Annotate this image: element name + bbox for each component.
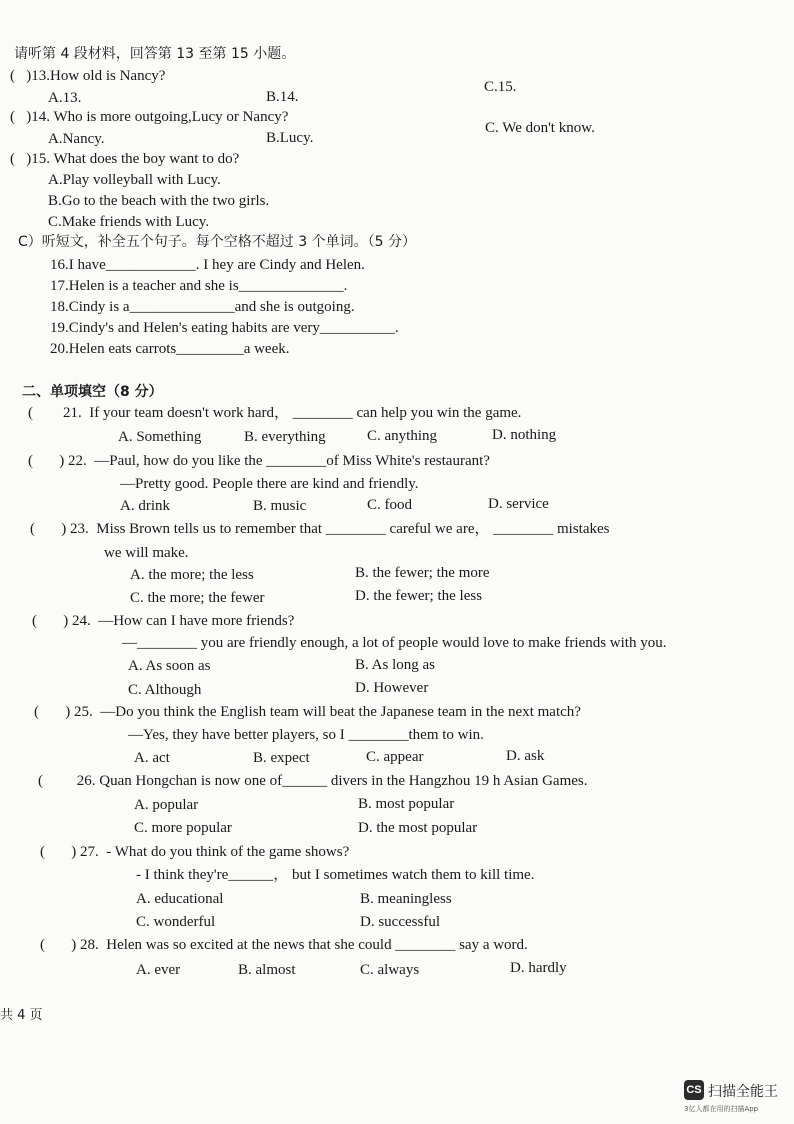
instruction-section-c: C）听短文，补全五个句子。每个空格不超过 3 个单词。（5 分） [18, 234, 416, 250]
fill-item-19: 19.Cindy's and Helen's eating habits are very__________. [50, 320, 399, 336]
question-24-option-a: A. As soon as [128, 658, 211, 674]
camscanner-logo-icon: CS [684, 1080, 704, 1100]
question-26-option-a: A. popular [134, 797, 199, 813]
question-24-line-1: ( ) 24. —How can I have more friends? [32, 613, 295, 629]
scanner-watermark [684, 1080, 794, 1120]
question-23-line-2: we will make. [104, 545, 189, 561]
question-25-option-a: A. act [134, 750, 170, 766]
question-25-option-d: D. ask [506, 748, 545, 764]
question-26-line-1: ( 26. Quan Hongchan is now one of______ divers in the Hangzhou 19 h Asian Games. [38, 773, 588, 789]
question-21-option-b: B. everything [244, 429, 326, 445]
question-26-option-d: D. the most popular [358, 820, 478, 836]
question-23-line-1: ( ) 23. Miss Brown tells us to remember that ________ careful we are， ________ mistakes [30, 521, 610, 537]
question-27-option-a: A. educational [136, 891, 224, 907]
question-22-line-1: ( ) 22. —Paul, how do you like the ________of Miss White's restaurant? [28, 453, 490, 469]
question-14-option-c: C. We don't know. [485, 120, 595, 136]
question-27-option-c: C. wonderful [136, 914, 216, 930]
question-26-option-c: C. more popular [134, 820, 232, 836]
watermark-app-name: 扫描全能王 [708, 1084, 778, 1100]
question-14-stem: ( )14. Who is more outgoing,Lucy or Nancy? [10, 109, 289, 125]
question-23-option-d: D. the fewer; the less [355, 588, 483, 604]
question-24-option-c: C. Although [128, 682, 202, 698]
question-25-line-2: —Yes, they have better players, so I ________them to win. [128, 727, 484, 743]
question-22-option-a: A. drink [120, 498, 170, 514]
question-22-line-2: —Pretty good. People there are kind and friendly. [120, 476, 419, 492]
question-15-stem: ( )15. What does the boy want to do? [10, 151, 240, 167]
question-22-option-c: C. food [367, 497, 412, 513]
question-24-option-b: B. As long as [355, 657, 436, 673]
question-15-option-c: C.Make friends with Lucy. [48, 214, 210, 230]
section-2-heading: 二、单项填空（8 分） [22, 384, 163, 400]
fill-item-17: 17.Helen is a teacher and she is______________. [50, 278, 348, 294]
question-25-line-1: ( ) 25. —Do you think the English team will beat the Japanese team in the next match? [34, 704, 581, 720]
question-13-option-b: B.14. [266, 89, 299, 105]
question-24-option-d: D. However [355, 680, 429, 696]
question-28-line-1: ( ) 28. Helen was so excited at the news that she could ________ say a word. [40, 937, 528, 953]
question-13-option-c: C.15. [484, 79, 517, 95]
question-27-line-1: ( ) 27. - What do you think of the game shows? [40, 844, 350, 860]
fill-item-16: 16.I have____________. I hey are Cindy and Helen. [50, 257, 365, 273]
question-26-option-b: B. most popular [358, 796, 455, 812]
question-21-option-a: A. Something [118, 429, 202, 445]
question-25-option-c: C. appear [366, 749, 424, 765]
question-13-stem: ( )13.How old is Nancy? [10, 68, 166, 84]
question-23-option-a: A. the more; the less [130, 567, 254, 583]
watermark-tagline: 3亿人都在用的扫描App [684, 1105, 759, 1113]
question-27-line-2: - I think they're______， but I sometimes watch them to kill time. [136, 867, 535, 883]
question-22-option-d: D. service [488, 496, 549, 512]
fill-item-20: 20.Helen eats carrots_________a week. [50, 341, 290, 357]
question-23-option-b: B. the fewer; the more [355, 565, 490, 581]
question-28-option-a: A. ever [136, 962, 181, 978]
fill-item-18: 18.Cindy is a______________and she is outgoing. [50, 299, 355, 315]
question-28-option-b: B. almost [238, 962, 296, 978]
question-15-option-a: A.Play volleyball with Lucy. [48, 172, 221, 188]
question-15-option-b: B.Go to the beach with the two girls. [48, 193, 270, 209]
question-27-option-d: D. successful [360, 914, 440, 930]
question-13-option-a: A.13. [48, 90, 82, 106]
question-22-option-b: B. music [253, 498, 307, 514]
question-27-option-b: B. meaningless [360, 891, 452, 907]
instruction-part4: 请听第 4 段材料，回答第 13 至第 15 小题。 [14, 46, 296, 62]
question-28-option-c: C. always [360, 962, 420, 978]
question-23-option-c: C. the more; the fewer [130, 590, 265, 606]
question-21-option-d: D. nothing [492, 427, 557, 443]
question-25-option-b: B. expect [253, 750, 310, 766]
question-14-option-a: A.Nancy. [48, 131, 105, 147]
question-14-option-b: B.Lucy. [266, 130, 314, 146]
question-21-line-1: ( 21. If your team doesn't work hard， ________ can help you win the game. [28, 405, 522, 421]
page-count: 共 4 页 [0, 1008, 43, 1023]
question-21-option-c: C. anything [367, 428, 437, 444]
question-24-line-2: —________ you are friendly enough, a lot of people would love to make friends with you. [122, 635, 667, 651]
question-28-option-d: D. hardly [510, 960, 567, 976]
